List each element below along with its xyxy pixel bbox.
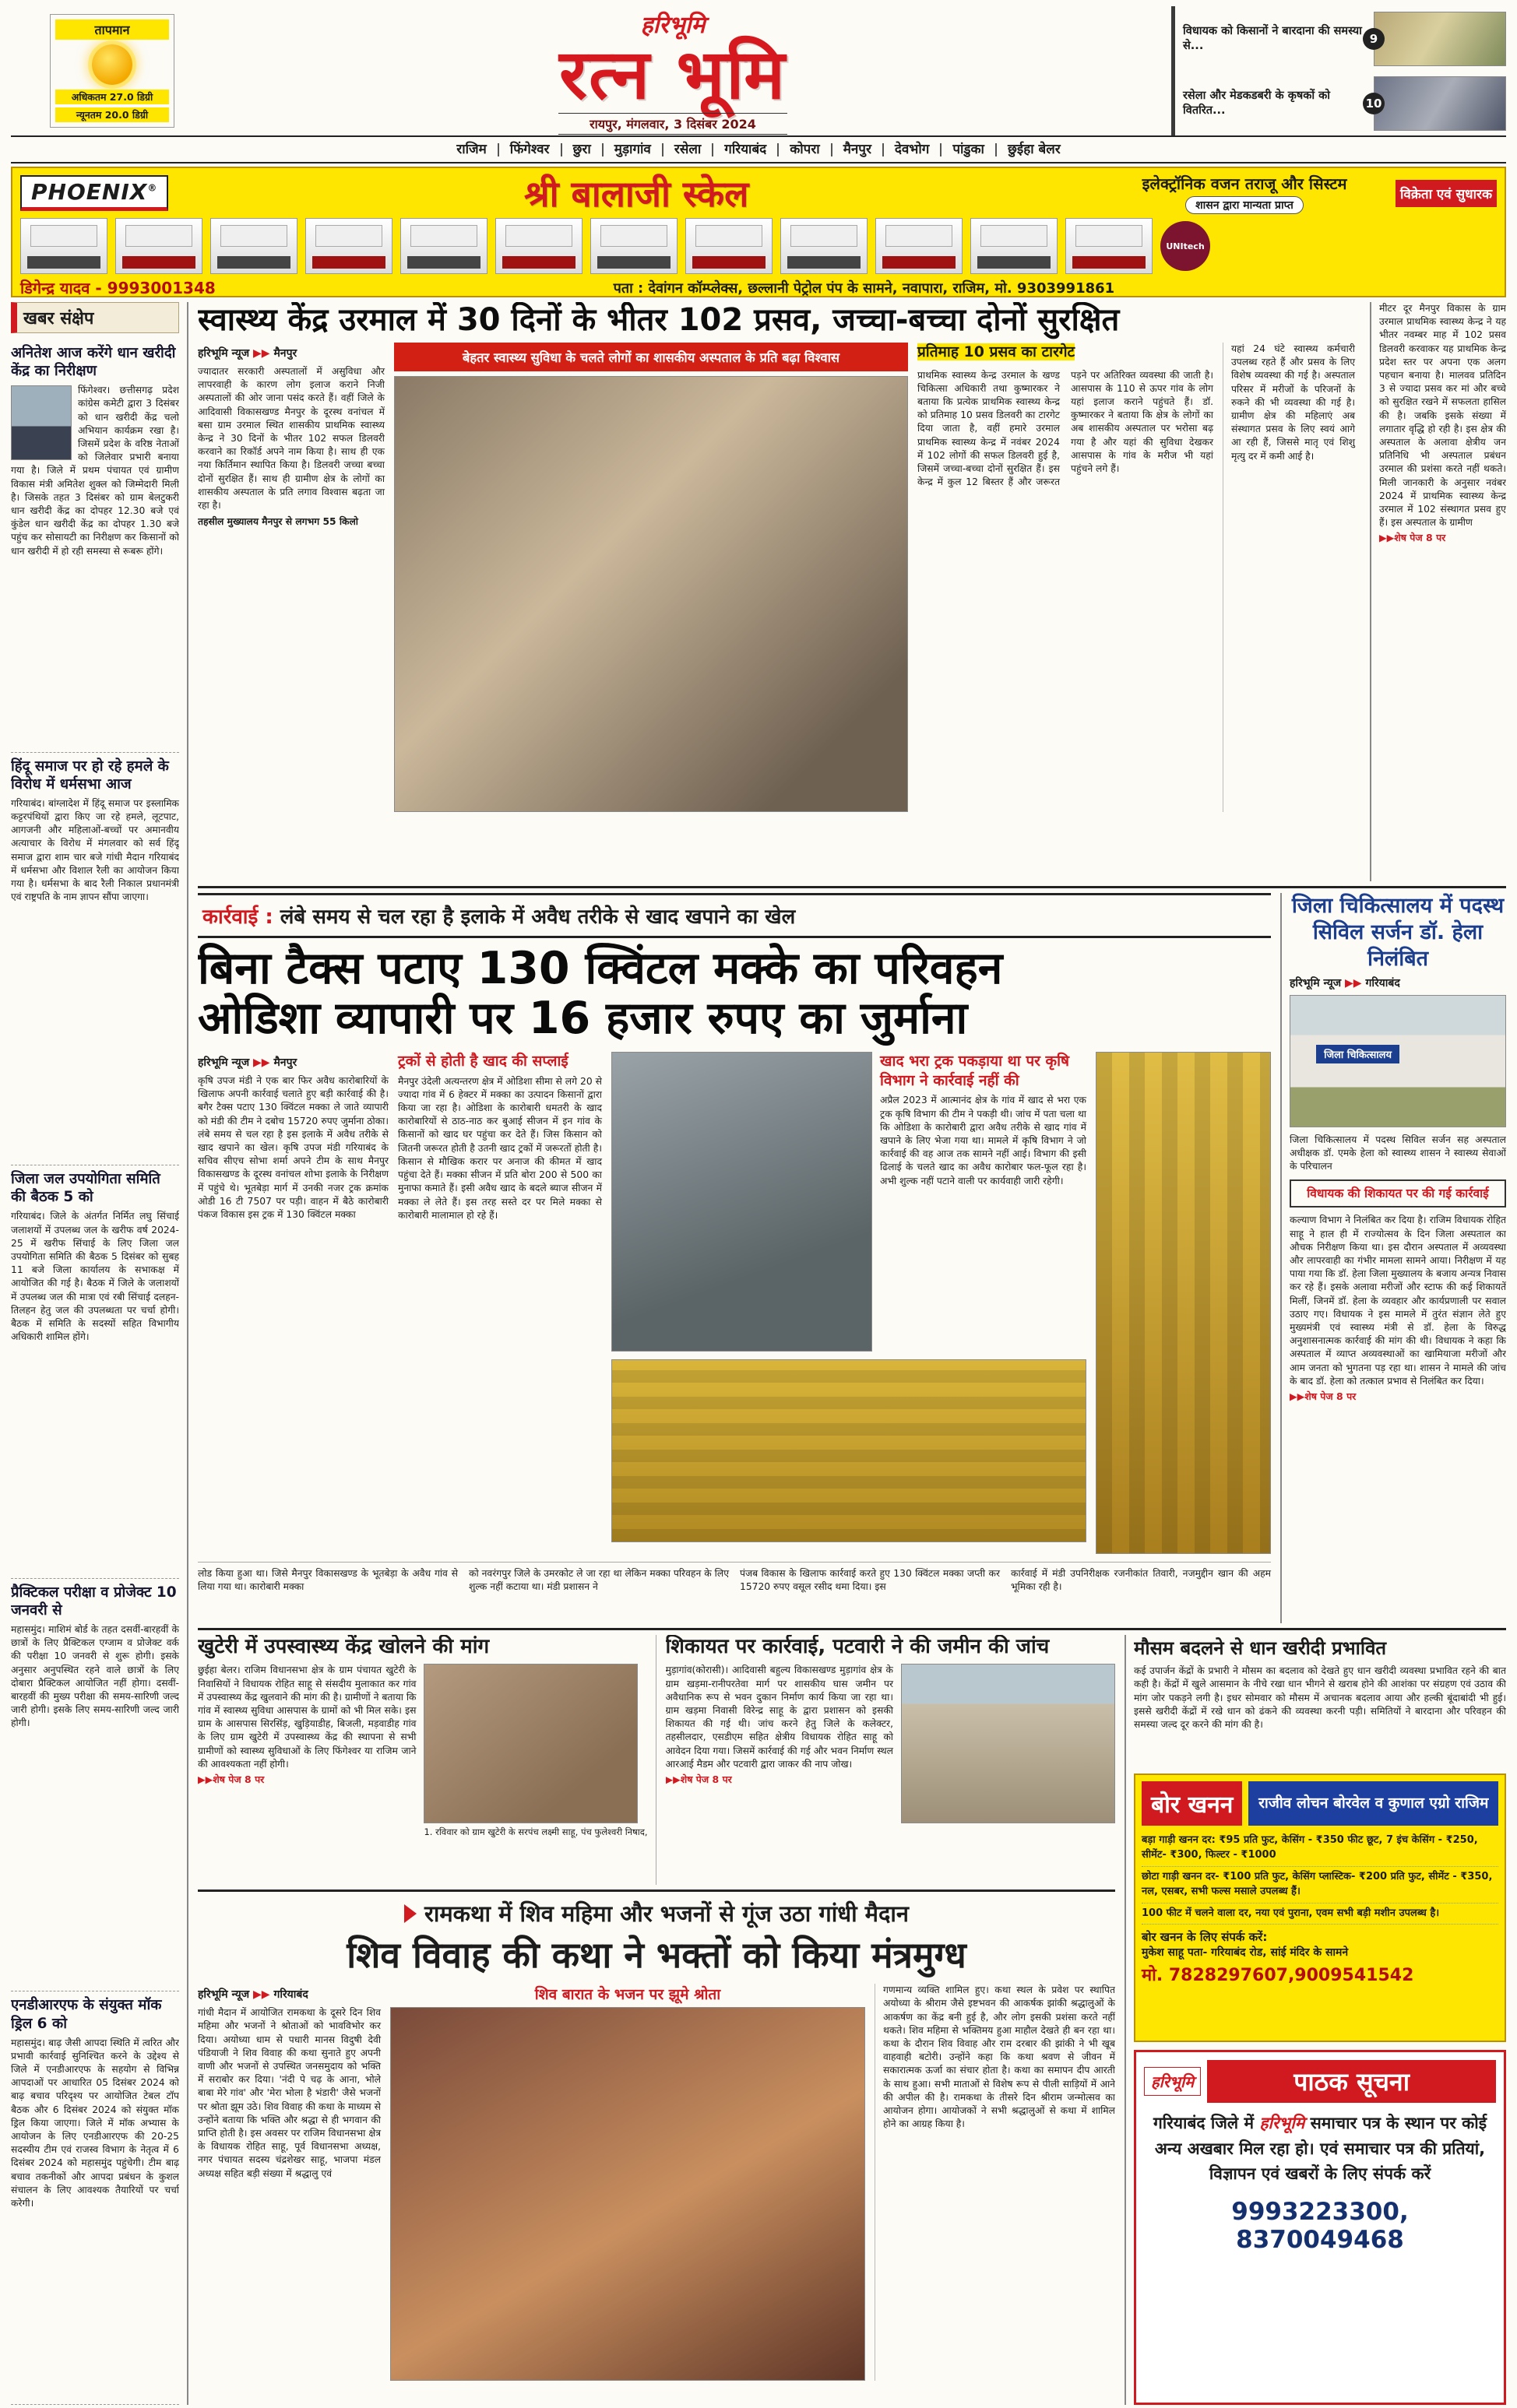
paper-title: रत्न भूमि [559,34,787,114]
scale-ad-contact: डिगेन्द्र यादव - 9993001348 [20,279,216,297]
city-item: छुईहा बेलर [1007,141,1061,157]
city-item: फिंगेश्वर [499,143,562,156]
article-urmal-subhead: बेहतर स्वास्थ्य सुविधा के चलते लोगों का शासकीय अस्पताल के प्रति बढ़ा विश्वास [394,343,908,371]
article-urmal-continuation [1370,302,1506,881]
unitech-logo: UNItech [1160,221,1210,271]
kicker-arrow-icon [404,1904,417,1923]
city-item: मैनपुर [832,143,884,156]
khad-box-title: खाद भरा ट्रक पकड़ाया था पर कृषि विभाग ने कार्रवाई नहीं की [880,1052,1069,1089]
photo-hospital-delivery [394,376,908,812]
article-civil-surgeon [1280,893,1506,1623]
sidebar-item-body: महासमुंद। माशिमं बोर्ड के तहत दसवीं-बारहवीं के छात्रों के लिए प्रैक्टिकल एग्जाम व प्रोजेक्ट वर्क की परीक्षा 10 जनवरी से शुरू होगी। इसके अनुसार अनुपस्थित रहने वाले छात्रों के लिए दोबारा प्रैक्टिकल आयोजित नहीं होगा। दसवीं-बारहवीं की मुख्य परीक्षा की समय-सारिणी जल्द जारी होगी। इसके लिए समय-सारिणी जल्द जारी होगी। [11,1624,179,1729]
byline-place: गरियाबंद [273,1988,308,2002]
sun-icon [92,44,132,85]
supply-box-title: ट्रकों से होती है खाद की सप्लाई [398,1052,568,1070]
article-makka-kicker [198,893,1271,938]
ramkatha-body1: गांधी मैदान में आयोजित रामकथा के दूसरे दिन शिव महिमा और भजनों ने श्रोताओं को भावविभोर कर दिया। अयोध्या धाम से पधारी मानस विदुषी देवी पंडियाजी ने शिव विवाह की कथा सुनाते हुए अपनी वाणी और भजनों से उपस्थित जनसमुदाय को भक्ति में सराबोर कर दिया। 'नंदी पे चढ़ के आना, भोले बाबा मेरे गांव' और 'मेरा भोला है भंडारी' जैसे भजनों पर श्रोता झूम उठे। शिव विवाह की कथा के माध्यम से उन्होंने बताया कि भक्ति और श्रद्धा से ही भगवान की प्राप्ति होती है। इस अवसर पर राजिम विधानसभा क्षेत्र के विधायक रोहित साहू, पूर्व विधानसभा अध्यक्ष, नगर पंचायत सदस्य चंद्रशेखर साहू, भाजपा मंडल अध्यक्ष सहित बड़ी संख्या में श्रद्धालु एवं [198,2007,381,2179]
bor-ad-subtitle: राजीव लोचन बोरवेल व कुणाल एग्रो राजिम [1248,1781,1498,1826]
byline-arrows: ▶▶ [253,1988,270,2002]
article-khuteri-photo-col [424,1664,647,1838]
scale-product-image [495,218,583,274]
article-urmal-health-centre [198,302,1506,888]
sidebar-item-body: गरियाबंद। बांग्लादेश में हिंदू समाज पर इस्लामिक कट्टरपंथियों द्वारा किए जा रहे हमले, लूटपाट, आगजनी और महिलाओं-बच्चों पर अमानवीय अत्याचार के विरोध में मंगलवार को सर्व हिंदू समाज द्वारा शाम चार बजे गांधी मैदान गरियाबंद में धर्मसभा और विशाल रैली का आयोजन किया गया है। धर्मसभा के बाद रैली निकाल प्रधानमंत्री एवं राष्ट्रपति के नाम ज्ञापन सौंपा जाएगा। [11,797,179,903]
article-urmal-main [198,302,1360,881]
bor-ad-contact-name: मुकेश साहू पता- गरियाबंद रोड, सांई मंदिर के सामने [1142,1946,1349,1960]
temperature-min: न्यूनतम 20.0 डिग्री [55,107,169,122]
brief-1-photo-wrap [1369,12,1506,66]
continued-on-page-8: ▶▶शेष पेज 8 पर [665,1773,732,1786]
scale-product-image [970,218,1058,274]
article-khuteri-body: छुईहा बेलर। राजिम विधानसभा क्षेत्र के ग्राम पंचायत खुटेरी के निवासियों ने विधायक रोहित साहू से संसदीय मुलाकात कर गांव में उपस्वास्थ्य केंद्र खुलवाने की मांग की है। ग्रामीणों ने बताया कि गांव में स्वास्थ्य सुविधा आसपास के ग्रामों को भी मिल सके। इस ग्राम के आसपास सिरसिंड़, खुड़ियाडीह, बिजली, मड़वाडीह गांव के लिए ग्राम खुटेरी में उपस्वास्थ्य केंद्र की स्थापना से सभी ग्रामीणों को स्वास्थ्य सुविधाओं के लिए फिंगेश्वर या राजिम जाने की आवश्यकता नहीं होगी। [198,1665,417,1770]
article-khuteri-caption: 1. रविवार को ग्राम खुटेरी के सरपंच लक्ष्मी साहू, पंच फुलेश्वरी निषाद, [424,1826,648,1838]
scale-ad-bottom [20,277,1497,298]
reader-notice-line1: गरियाबंद जिले में [1153,2114,1255,2133]
scale-product-row [20,218,1497,274]
article-patwari-body-col [666,1664,894,1823]
row-makka-hela [198,888,1506,1630]
ramkatha-col2 [875,1984,1115,2381]
bottom-right-column [1125,1635,1506,2405]
supply-box-body: मैनपुर उंदेली अत्यन्तरण क्षेत्र में ओडिशा सीमा से लगे 20 से ज्यादा गांव में 6 हेक्टर में मक्का का उत्पादन किसानों द्वारा किया जा रहा है। ओडिशा के कारोबारी धमतरी के खाद कारोबारियों से ठाठ-नाठ कर बुआई सीजन में इन गांव के किसानों को खाद घर पहुंचा कर देते हैं। जिस किसान को जितनी जरूरत होती है उतनी खाद ट्रकों में जरूरतों होती है। किसान से मौखिक करार पर अनाज की कीमत में खाद पहुंचा देते हैं। मक्का सीजन में प्रति बोरा 200 से 500 का मुनाफा कमाते हैं। इसी अवैध खाद के बदले ब्याज सीजन में मक्का ले लेते हैं। इस तरह सस्ते दर पर मिले मक्का से कारोबारी मालामाल हो रहे हैं। [398,1075,602,1221]
scale-product-image [780,218,868,274]
sidebar-item-title: हिंदू समाज पर हो रहे हमले के विरोध में धर्मसभा आज [11,758,169,793]
article-makka-fine [198,893,1271,1623]
sidebar-item-body: गरियाबंद। जिले के अंतर्गत निर्मित लघु सिंचाई जलाशयों में उपलब्ध जल के खरीफ वर्ष 2024-25 में खरीफ सिंचाई के लिए जिला जल उपयोगिता समिति की बैठक 5 दिसंबर को सुबह 11 बजे जिला कार्यालय के सभाकक्ष में आयोजित की गई है। बैठक में जिले के जलाशयों में उपलब्ध जल की मात्रा एवं रबी सिंचाई दलहन-तिलहन हेतु जल की उपलब्धता पर चर्चा होगी। बैठक में समिति के सदस्यों सहित विभागीय अधिकारी शामिल होंगे। [11,1211,179,1343]
photo-leader-portrait [11,385,72,460]
scale-product-image [115,218,202,274]
byline-place: मैनपुर [273,347,297,360]
brief-1-photo [1374,12,1506,66]
hospital-sign-board: जिला चिकित्सालय [1316,1045,1399,1063]
city-item: राजिम [445,143,499,156]
scale-advertisement [11,167,1506,297]
scale-ad-subtitle: इलेक्ट्रॉनिक वजन तराजू और सिस्टम [1142,174,1347,193]
article-makka-khad-box [880,1052,1086,1352]
article-mausam-headline: मौसम बदलने से धान खरीदी प्रभावित [1134,1637,1387,1660]
article-patwari-headline: शिकायत पर कार्रवाई, पटवारी ने की जमीन की जांच [665,1635,1050,1659]
scale-product-image [305,218,392,274]
scale-ad-certification: शासन द्वारा मान्यता प्राप्त [1185,196,1304,214]
masthead-center [184,6,1162,135]
reader-notice-brand-logo: हरिभूमि [1144,2067,1201,2096]
scale-product-image [400,218,487,274]
sidebar-item-dhaan-nirikshan [11,339,179,753]
bor-ad-phones: मो. 7828297607,9009541542 [1142,1966,1414,1986]
continued-on-page-8: ▶▶शेष पेज 8 पर [1290,1390,1357,1402]
continued-on-page-8: ▶▶शेष पेज 8 पर [198,1773,265,1786]
dateline: रायपुर, मंगलवार, 3 दिसंबर 2024 [558,113,787,135]
article-hela-body2: कल्याण विभाग ने निलंबित कर दिया है। राजिम विधायक रोहित साहू ने हाल ही में राज्योत्सव के दिन जिला अस्पताल का औचक निरीक्षण किया था। इस दौरान अस्पताल में अव्यवस्था और लापरवाही का गंभीर मामला सामने आया। निरीक्षण में यह पाया गया कि डॉ. हेला जिला मुख्यालय के बजाय अन्यत्र निवास कर रहे हैं। इसके अलावा मरीजों और स्टाफ की कई शिकायतें मिलीं, जिनमें डॉ. हेला के व्यवहार और कार्यप्रणाली पर सवाल उठाए गए। विधायक ने इस मामले में तुरंत संज्ञान लेते हुए मुख्यमंत्री एवं स्वास्थ्य मंत्री से डॉ. हेला के विरुद्ध अनुशासनात्मक कार्रवाई की मांग की थी। विधायक ने कहा कि अस्पताल में व्याप्त अव्यवस्थाओं का खामियाजा मरीजों और आम जनता को भुगतना पड़ रहा था। शासन ने मामले की जांच के बाद डॉ. हेला को तत्काल प्रभाव से निलंबित कर दिया। [1290,1215,1506,1387]
article-makka-bottom-strip [198,1562,1271,1594]
sidebar-item-ndrf-mockdrill [11,1991,179,2405]
article-patwari-body: मुड़ागांव(कोरासी)। आदिवासी बहुल्य विकासखण्ड मुड़ागांव क्षेत्र के ग्राम खड़मा-रानीपरतेवा मार्ग पर शासकीय घास जमीन पर अवैधानिक रूप से भवन दुकान निर्माण कार्य किया जा रहा था। ग्राम खड़मा निवासी विरेन्द्र साहू के द्वारा प्रशासन को इसकी शिकायत की गई थी। जांच करने हेतु जिले के कलेक्टर, तहसीलदार, एसडीएम सहित क्षेत्रीय विधायक रोहित साहू को आवेदन दिया गया। जिसमें कार्रवाई की गई और भवन निर्माण स्थल आरआई मैडम और पटवारी द्वारा जाकर की नाप जोख। [665,1665,893,1770]
borewell-advertisement [1134,1773,1506,2042]
hela-highlight-box: विधायक की शिकायत पर की गई कार्रवाई [1290,1179,1506,1208]
row-bottom [198,1630,1506,2405]
reader-notice-body [1144,2111,1496,2187]
brief-2-photo [1374,76,1506,131]
target-box-title: प्रतिमाह 10 प्रसव का टारगेट [917,343,1075,360]
article-urmal-target-box [917,343,1213,812]
kicker-label: कार्रवाई : [202,905,273,930]
byline-brand: हरिभूमि न्यूज [1290,976,1342,990]
reader-notice-title: पाठक सूचना [1207,2060,1496,2103]
brand-logo: हरिभूमि [640,12,706,39]
strip-col-1: लोड किया हुआ था। जिसे मैनपुर विकासखण्ड के भूतबेड़ा के अवैध गांव से लिया गया था। कारोबारी मक्का [198,1567,458,1593]
ramkatha-kicker-row [198,1898,1115,1928]
photo-maize-sacks-wide [611,1359,1086,1542]
sidebar-item-jal-samiti [11,1165,179,1579]
article-khuteri-headline: खुटेरी में उपस्वास्थ्य केंद्र खोलने की मांग [198,1635,490,1659]
ramkatha-photo-block [390,1984,865,2381]
bor-ad-rate-line-2: छोटा गाड़ी खनन दर- ₹100 प्रति फुट, केसिंग प्लास्टिक- ₹200 प्रति फुट, सीमेंट - ₹350, नल, एसबर, सभी फल्स मसाले उपलब्ध हैं। [1142,1867,1498,1904]
scale-ad-title: श्री बालाजी स्केल [524,173,749,215]
phoenix-logo [20,175,168,211]
sidebar-item-title: प्रैक्टिकल परीक्षा व प्रोजेक्ट 10 जनवरी से [11,1584,177,1619]
city-item: मुड़ागांव [604,143,663,156]
sidebar-item-dharmsabha [11,753,179,1166]
article-hela-body1: जिला चिकित्सालय में पदस्थ सिविल सर्जन सह अस्पताल अधीक्षक डॉ. एमके हेला को स्वास्थ्य शासन ने स्वास्थ्य सेवाओं के परिचालन [1290,1134,1506,1172]
city-item: पांडुका [942,143,997,156]
byline-place: मैनपुर [273,1056,297,1069]
byline-place: गरियाबंद [1365,976,1400,990]
byline-brand: हरिभूमि न्यूज [198,347,250,360]
article-urmal-col1 [198,343,385,812]
news-briefs-sidebar [11,302,188,2405]
brief-2-text: रसेला और मेडकडबरी के कृषकों को वितरित... [1183,90,1331,117]
article-hela-headline: जिला चिकित्सालय में पदस्थ सिविल सर्जन डॉ. हेला निलंबित [1291,894,1505,971]
byline [198,1987,381,2002]
sidebar-item-body: महासमुंद। बाढ़ जैसी आपदा स्थिति में त्वरित और प्रभावी कार्रवाई सुनिश्चित करने के उद्देश्य से जिले में एनडीआरएफ के सहयोग से विभिन्न आपदाओं पर आधारित 05 दिसंबर 2024 को बाढ़ बचाव परिदृश्य पर आयोजित टेबल टॉप बैठक और 6 दिसंबर 2024 को संयुक्त मॉक ड्रिल किया जाएगा। जिले में मॉक अभ्यास के आयोजन के लिए एनडीआरएफ की 20-25 सदस्यीय टीम एवं राजस्व विभाग के नेतृत्व में 6 दिसंबर 2024 को महासमुंद पहुंचेगी। टीम बाढ़ बचाव तकनीकों और आपदा प्रबंधन के कुशल संचालन के लिए आवश्यक तैयारियों पर चर्चा करेगी। [11,2037,179,2209]
article-urmal-headline: स्वास्थ्य केंद्र उरमाल में 30 दिनों के भीतर 102 प्रसव, जच्चा-बच्चा दोनों सुरक्षित [198,302,1120,338]
sidebar-item-title: अनितेश आज करेंगे धान खरीदी केंद्र का निरीक्षण [11,345,176,380]
article-makka-photos [611,1052,1086,1554]
article-urmal-body1: ज्यादातर सरकारी अस्पतालों में असुविधा और लापरवाही के कारण लोग इलाज कराने निजी अस्पतालों की ओर जाना पसंद करते हैं। वहीं जिले के आदिवासी विकासखण्ड मैनपुर के दूरस्थ वनांचल में बसा ग्राम उरमाल स्थित शासकीय प्राथमिक स्वास्थ्य केन्द्र ने 30 दिनों के भीतर 102 सफल डिलवरी करवाने का रिकॉर्ड अपने नाम किया है। साथ ही एक नया किर्तिमान स्थापित किया है। डिलवरी जच्चा बच्चा दोनों सुरक्षित हैं। साथ ही ग्रामीण क्षेत्र के लोगों का शासकीय अस्पताल के प्रति लगाव विश्वास बढ़ता जा रहा है। [198,366,385,511]
phoenix-brand-text: PHOENIX [31,179,148,205]
article-urmal-cont-body: मीटर दूर मैनपुर विकास के ग्राम उरमाल प्राथमिक स्वास्थ्य केन्द्र ने यह भीतर नवम्बर माह में 102 प्रसव डिलवरी करवाकर यह प्राथमिक केन्द्र प्रदेश स्तर पर अपना एक अलग पहचान बनाया है। मालवव प्रतिदिन 3 से ज्यादा प्रसव कर मां और बच्चे को सुरक्षित रखने में सफलता हासिल की है। जबकि इसके संख्या में लगातार वृद्धि हो रही है। इस क्षेत्र की अस्पताल के अलावा क्षेत्रीय जन प्रतिनिधि भी अस्पताल प्रबंधन उरमाल की प्रशंसा करते नहीं थकते। मिली जानकारी के अनुसार नवंबर 2024 में प्राथमिक स्वास्थ्य केन्द्र उरमाल में 102 संस्थागत प्रसव हुए हैं। इस अस्पताल के ग्रामीण [1379,303,1506,529]
reader-notice-inline-brand: हरिभूमि [1259,2114,1305,2133]
target-box-body: प्राथमिक स्वास्थ्य केन्द्र उरमाल के खण्ड चिकित्सा अधिकारी तथा कुष्मारकर ने बताया कि प्रत्येक प्राथमिक स्वास्थ्य केन्द्र को प्रतिमाह 10 प्रसव डिलवरी का टारगेट दिया जाता है, वहीं हमारे उरमाल प्राथमिक स्वास्थ्य केन्द्र में नवंबर 2024 में 102 लोगों की सफल डिलवरी हुई है, जिसमें जच्चा-बच्चा दोनों सुरक्षित हैं। इस केन्द्र में कुल 12 बिस्तर हैं और जरूरत पड़ने पर अतिरिक्त व्यवस्था की जाती है। आसपास के 110 से ऊपर गांव के लोग यहां इलाज कराने पहुंचते हैं। डॉ. कुष्मारकर ने बताया कि क्षेत्र के लोगों का अब शासकीय अस्पताल पर भरोसा बढ़ गया है और यहां की सुविधा देखकर आसपास के गांव के मरीज भी यहां पहुंचने लगे हैं। [917,369,1213,488]
brief-2-photo-wrap [1365,76,1506,131]
scale-product-image [875,218,963,274]
city-item: छुरा [562,143,604,156]
scale-ad-top [20,171,1497,215]
ramkatha-body2: गणमान्य व्यक्ति शामिल हुए। कथा स्थल के प्रवेश पर स्थापित अयोध्या के श्रीराम जैसे इष्टभवन की आकर्षक झांकी श्रद्धालुओं के आकर्षण का केंद्र बनी हुई है, और लोग इसकी प्रशंसा करते नहीं थकते। शिव महिमा से भक्तिमय हुआ माहौल देखते ही बन रहा था। कथा के दौरान शिव विवाह और राम दरबार की झांकी ने भी खूब वाहवाही बटोरी। उन्होंने कहा कि कथा श्रवण से जीवन में सकारात्मक ऊर्जा का संचार होता है। कथा का समापन दीप आरती के साथ हुआ। सभी माताओं से विशेष रूप से पीली साड़ियों में आने की अपील की है। रामकथा के तीसरे दिन श्रीराम जन्मोत्सव का आयोजन होगा। आयोजकों ने सभी श्रद्धालुओं से कथा में शामिल होने का आग्रह किया है। [883,1984,1115,2130]
temperature-title: तापमान [55,19,169,40]
scale-ad-seller-tag: विक्रेता एवं सुधारक [1396,180,1497,207]
reader-notice-phones: 9993223300, 8370049468 [1231,2197,1409,2254]
city-item: गरियाबंद [713,143,779,156]
article-khuteri [198,1635,656,1885]
bor-ad-rate-line-1: बड़ा गाड़ी खनन दर: ₹95 प्रति फुट, केसिंग - ₹350 फीट छूट, 7 इंच केसिंग - ₹250, सीमेंट- ₹300, फिल्टर - ₹1000 [1142,1830,1498,1867]
article-makka-body1: कृषि उपज मंडी ने एक बार फिर अवैध कारोबारियों के खिलाफ अपनी कार्रवाई चलाते हुए बड़ी कार्रवाई की है। बगैर टैक्स पटाए 130 क्विंटल मक्का ले जाते व्यापारी को मंडी की टीम ने दबोच 15720 रुपए जुर्माना ठोका। लंबे समय से चल रहा है इस इलाके में अवैध तरीके से खाद खपाने का खेल। कृषि उपज मंडी गरियाबंद के सचिव सीएच सोभा शर्मा अपने टीम के साथ मैनपुर विकासखण्ड के दूरस्थ वनांचल शोभा इलाके के निरीक्षण में पहुंचे थे। भूतबेड़ा मार्ग में उनकी नजर ट्रक क्रमांक ओडी 16 टी 7507 पर पड़ी। वाहन में बैठे कारोबारी पंकज विकास इस ट्रक में 130 क्विंटल मक्का [198,1074,389,1221]
edition-cities-bar [11,137,1506,163]
bottom-left-area [198,1635,1115,2405]
ramkatha-photo-caption: शिव बारात के भजन पर झूमे श्रोता [534,1986,721,2004]
article-urmal-photo-block [394,343,908,812]
article-makka-headline-1: बिना टैक्स पटाए 130 क्विंटल मक्के का परिवहन [198,943,1003,995]
strip-col-4: कार्रवाई में मंडी उपनिरीक्षक रजनीकांत तिवारी, नजमुद्दीन खान की अहम भूमिका रही है। [1011,1567,1271,1593]
article-mausam-body: कई उपार्जन केंद्रों के प्रभारी ने मौसम का बदलाव को देखते हुए धान खरीदी व्यवस्था प्रभावित रहने की बात कही है। केंद्रों में खुले आसमान के नीचे रखा धान भीगने से खराब होने की आशंका पर संग्रहण एवं उठाव की मांग जोर पकड़ने लगी है। इधर सोमवार को मौसम में अचानक बदलाव आया और हल्की बूंदाबांदी भी हुई। इससे खरीदी केंद्रों में रखे धान को ढंकने की व्यवस्था करनी पड़ी। समितियों ने बारदाना और परिवहन की समस्या जल्द दूर करने की मांग की है। [1134,1665,1506,1731]
byline [198,346,385,360]
main-column [198,302,1506,2405]
scale-product-image [210,218,297,274]
khad-box-body: अप्रैल 2023 में आत्मानंद क्षेत्र के गांव में खाद से भरा एक ट्रक कृषि विभाग की टीम ने पकड़ी थी। जांच में पता चला था कि ओडिशा के कारोबारी द्वारा अवैध तरीके से खाद गांव में खपाने के लिए भेजा गया था। मामले में कृषि विभाग ने जो कार्रवाई की वह आज तक सामने नहीं आई। विभाग की इसी ढिलाई के चलते खाद का अवैध कारोबार फल-फूल रहा है। अभी शुल्क नहीं पटाने वाली पर कार्यवाही जारी रहेगी। [880,1095,1086,1186]
article-urmal-col3 [1223,343,1355,812]
top-briefs [1171,6,1506,135]
scale-ad-right [1104,173,1385,214]
sidebar-item-practical-exam [11,1579,179,1992]
registered-mark: ® [147,182,158,194]
bor-ad-rate-line-3: 100 फीट में चलने वाला दर, नया एवं पुराना, एवम सभी बड़ी मशीन उपलब्ध है। [1142,1904,1498,1925]
kicker-text: लंबे समय से चल रहा है इलाके में अवैध तरीके से खाद खपाने का खेल [273,905,796,930]
byline [198,1055,389,1070]
photo-village-delegation [424,1664,638,1823]
strip-col-2: को नवरंगपुर जिले के उमरकोट ले जा रहा था लेकिन मक्का परिवहन के लिए शुल्क नहीं कटाया था। मंडी प्रशासन ने [469,1567,729,1593]
article-urmal-body1-lead: तहसील मुख्यालय मैनपुर से लगभग 55 किलो [198,516,358,528]
byline-arrows: ▶▶ [1345,976,1362,990]
brief-2-number: 10 [1363,93,1385,114]
byline-arrows: ▶▶ [253,1056,270,1069]
scale-ad-address: पता : देवांगन कॉम्प्लेक्स, छल्लानी पेट्रोल पंप के सामने, नवापारा, राजिम, मो. 9303991861 [613,279,1115,297]
ramkatha-kicker: रामकथा में शिव महिमा और भजनों से गूंज उठा गांधी मैदान [424,1900,910,1928]
brief-1-text: विधायक को किसानों ने बारदाना की समस्या से... [1183,25,1362,52]
byline [1290,976,1506,990]
photo-district-hospital [1290,995,1506,1127]
article-makka-supply-box [398,1052,602,1554]
byline-brand: हरिभूमि न्यूज [198,1988,250,2002]
byline-arrows: ▶▶ [253,347,270,360]
scale-product-image [590,218,678,274]
article-urmal-body3: यहां 24 घंटे स्वास्थ्य कर्मचारी उपलब्ध रहते हैं और प्रसव के लिए विशेष व्यवस्था की गई है। अस्पताल परिसर में मरीजों के परिजनों के रुकने की भी व्यवस्था की गई है। ग्रामीण क्षेत्र की महिलाएं अब संस्थागत प्रसव के लिए स्वयं आगे आ रही हैं, जिससे मातृ एवं शिशु मृत्यु दर में कमी आई है। [1231,343,1355,462]
reader-notice-box [1134,2050,1506,2405]
bor-ad-contact-label: बोर खनन के लिए संपर्क करें: [1142,1930,1268,1945]
ramkatha-col1 [198,1984,381,2381]
city-item: रसेला [663,143,713,156]
masthead [11,6,1506,137]
sidebar-item-title: एनडीआरएफ के संयुक्त मॉक ड्रिल 6 को [11,1997,162,2032]
temperature-max: अधिकतम 27.0 डिग्री [55,90,169,104]
scale-product-image [685,218,773,274]
bor-ad-title: बोर खनन [1142,1781,1242,1826]
continued-on-page-8: ▶▶शेष पेज 8 पर [1379,532,1446,544]
photo-maize-sacks-tall [1096,1052,1271,1554]
city-item: देवभोग [884,143,942,156]
temperature-box [50,14,174,128]
top-brief-1 [1183,12,1506,66]
photo-truck-seizure [611,1052,872,1352]
article-makka-col1 [198,1052,389,1554]
city-item: कोपरा [779,143,832,156]
scale-product-image [1065,218,1153,274]
article-patwari [666,1635,1116,1885]
sidebar-header: खबर संक्षेप [11,302,179,333]
article-mausam [1134,1635,1506,1766]
article-ramkatha [198,1892,1115,2405]
byline-brand: हरिभूमि न्यूज [198,1056,250,1069]
ramkatha-headline: शिव विवाह की कथा ने भक्तों को किया मंत्रमुग्ध [347,1934,966,1977]
strip-col-3: पंजब विकास के खिलाफ कार्रवाई करते हुए 130 क्विंटल मक्का जप्ती कर 15720 रुपए वसूल रसीद थमा दिया। इस [740,1567,1000,1593]
scale-product-image [20,218,107,274]
brief-1-number: 9 [1363,28,1385,50]
photo-katha-crowd [390,2007,865,2381]
reader-notice-line2: समाचार पत्र के स्थान पर कोई अन्य अखबार मिल रहा हो। एवं समाचार पत्र की प्रतियां, विज्ञापन एवं खबरों के लिए संपर्क करें [1154,2114,1487,2184]
content-area [11,297,1506,2405]
sidebar-item-title: जिला जल उपयोगिता समिति की बैठक 5 को [11,1171,160,1206]
sidebar-item-body: फिंगेश्वर। छत्तीसगढ़ प्रदेश कांग्रेस कमेटी द्वारा 3 दिसंबर को धान खरीदी केंद्र चलो अभियान कार्यक्रम रखा है। जिसमें प्रदेश के वरिष्ठ नेताओं को जिलेवार प्रभारी बनाया गया है। जिले में प्रथम पंचायत एवं ग्रामीण विकास मंत्री अमितेश शुक्ल को जिम्मेदारी मिली है। जिसके तहत 3 दिसंबर को ग्राम बेलटुकरी धान खरीदी केंद्र का दोपहर 12.30 बजे एवं कुंडेल धान खरीदी केंद्र का दोपहर 1.30 बजे पहुंच कर सोसायटी का निरीक्षण कर किसानों को धान खरीदी में हो रही समस्या से रूबरू होंगे। [11,385,179,557]
article-makka-headline-2: ओडिशा व्यापारी पर 16 हजार रुपए का जुर्माना [198,993,968,1045]
article-khuteri-body-col [198,1664,416,1838]
top-brief-2 [1183,76,1506,131]
photo-construction-site [901,1664,1115,1823]
